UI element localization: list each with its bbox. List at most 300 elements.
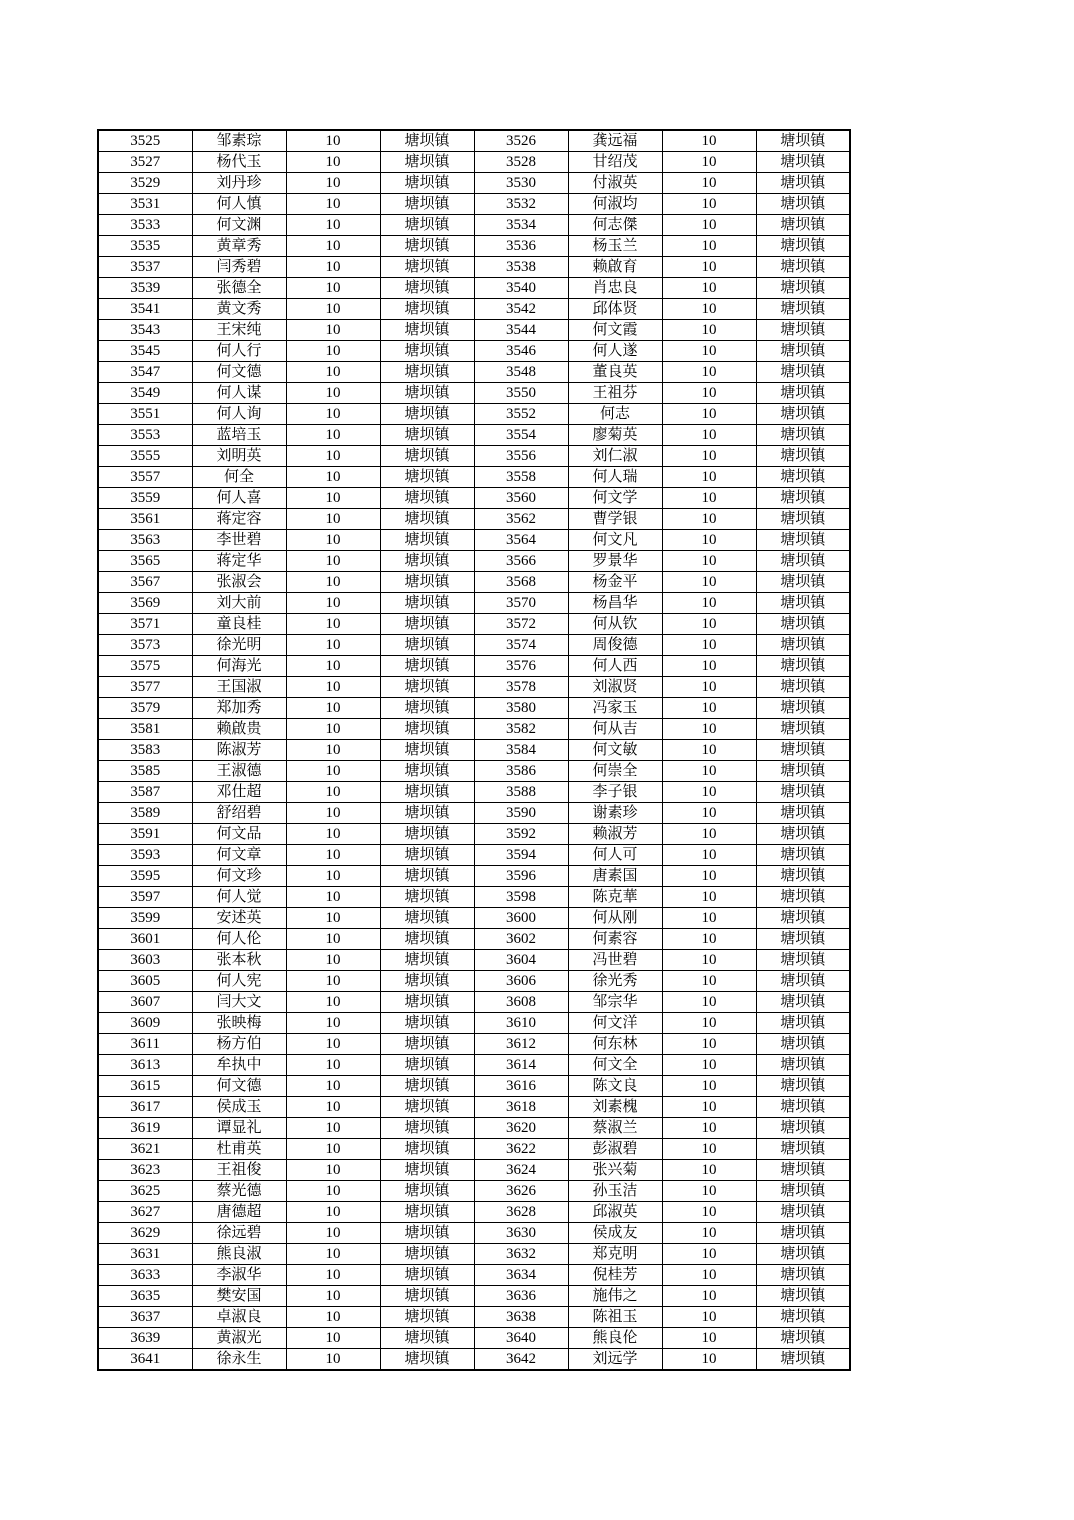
id-cell: 3534 xyxy=(474,215,568,236)
id-cell: 3553 xyxy=(98,425,192,446)
amount-cell: 10 xyxy=(662,614,756,635)
id-cell: 3531 xyxy=(98,194,192,215)
name-cell: 付淑英 xyxy=(568,173,662,194)
amount-cell: 10 xyxy=(286,593,380,614)
id-cell: 3585 xyxy=(98,761,192,782)
amount-cell: 10 xyxy=(286,950,380,971)
amount-cell: 10 xyxy=(286,677,380,698)
table-row xyxy=(98,1181,850,1202)
name-cell: 何文珍 xyxy=(192,866,286,887)
table-row xyxy=(98,1055,850,1076)
id-cell: 3589 xyxy=(98,803,192,824)
name-cell: 冯世碧 xyxy=(568,950,662,971)
town-cell: 塘坝镇 xyxy=(756,194,850,215)
id-cell: 3541 xyxy=(98,299,192,320)
town-cell: 塘坝镇 xyxy=(380,362,474,383)
id-cell: 3527 xyxy=(98,152,192,173)
town-cell: 塘坝镇 xyxy=(380,257,474,278)
name-cell: 张淑会 xyxy=(192,572,286,593)
town-cell: 塘坝镇 xyxy=(756,740,850,761)
amount-cell: 10 xyxy=(662,761,756,782)
town-cell: 塘坝镇 xyxy=(756,551,850,572)
amount-cell: 10 xyxy=(286,1244,380,1265)
town-cell: 塘坝镇 xyxy=(756,1349,850,1371)
name-cell: 廖菊英 xyxy=(568,425,662,446)
town-cell: 塘坝镇 xyxy=(756,950,850,971)
amount-cell: 10 xyxy=(286,1328,380,1349)
town-cell: 塘坝镇 xyxy=(380,236,474,257)
id-cell: 3540 xyxy=(474,278,568,299)
name-cell: 张本秋 xyxy=(192,950,286,971)
table-row xyxy=(98,950,850,971)
id-cell: 3634 xyxy=(474,1265,568,1286)
town-cell: 塘坝镇 xyxy=(380,1118,474,1139)
amount-cell: 10 xyxy=(286,824,380,845)
table-row xyxy=(98,782,850,803)
name-cell: 甘绍茂 xyxy=(568,152,662,173)
town-cell: 塘坝镇 xyxy=(756,1055,850,1076)
town-cell: 塘坝镇 xyxy=(380,1181,474,1202)
amount-cell: 10 xyxy=(286,488,380,509)
name-cell: 何人遂 xyxy=(568,341,662,362)
id-cell: 3558 xyxy=(474,467,568,488)
id-cell: 3627 xyxy=(98,1202,192,1223)
town-cell: 塘坝镇 xyxy=(380,1055,474,1076)
name-cell: 何人觉 xyxy=(192,887,286,908)
id-cell: 3582 xyxy=(474,719,568,740)
id-cell: 3574 xyxy=(474,635,568,656)
amount-cell: 10 xyxy=(286,257,380,278)
table-row xyxy=(98,677,850,698)
amount-cell: 10 xyxy=(662,1034,756,1055)
name-cell: 刘淑贤 xyxy=(568,677,662,698)
name-cell: 郑加秀 xyxy=(192,698,286,719)
table-row xyxy=(98,299,850,320)
name-cell: 邱淑英 xyxy=(568,1202,662,1223)
name-cell: 何志 xyxy=(568,404,662,425)
table-row xyxy=(98,887,850,908)
amount-cell: 10 xyxy=(662,992,756,1013)
amount-cell: 10 xyxy=(662,1265,756,1286)
id-cell: 3615 xyxy=(98,1076,192,1097)
id-cell: 3552 xyxy=(474,404,568,425)
town-cell: 塘坝镇 xyxy=(756,719,850,740)
town-cell: 塘坝镇 xyxy=(380,152,474,173)
table-row xyxy=(98,1328,850,1349)
name-cell: 刘明英 xyxy=(192,446,286,467)
town-cell: 塘坝镇 xyxy=(756,824,850,845)
table-row xyxy=(98,215,850,236)
id-cell: 3637 xyxy=(98,1307,192,1328)
table-row xyxy=(98,740,850,761)
id-cell: 3546 xyxy=(474,341,568,362)
amount-cell: 10 xyxy=(286,1055,380,1076)
id-cell: 3539 xyxy=(98,278,192,299)
name-cell: 蔡淑兰 xyxy=(568,1118,662,1139)
name-cell: 刘远学 xyxy=(568,1349,662,1371)
name-cell: 徐远碧 xyxy=(192,1223,286,1244)
table-row xyxy=(98,1265,850,1286)
amount-cell: 10 xyxy=(286,971,380,992)
town-cell: 塘坝镇 xyxy=(756,614,850,635)
id-cell: 3577 xyxy=(98,677,192,698)
name-cell: 何崇全 xyxy=(568,761,662,782)
name-cell: 罗景华 xyxy=(568,551,662,572)
name-cell: 何文敏 xyxy=(568,740,662,761)
id-cell: 3547 xyxy=(98,362,192,383)
amount-cell: 10 xyxy=(286,1076,380,1097)
name-cell: 何人行 xyxy=(192,341,286,362)
id-cell: 3561 xyxy=(98,509,192,530)
id-cell: 3635 xyxy=(98,1286,192,1307)
id-cell: 3576 xyxy=(474,656,568,677)
table-row xyxy=(98,866,850,887)
town-cell: 塘坝镇 xyxy=(380,1286,474,1307)
amount-cell: 10 xyxy=(286,1202,380,1223)
name-cell: 邹宗华 xyxy=(568,992,662,1013)
table-row xyxy=(98,509,850,530)
name-cell: 张德全 xyxy=(192,278,286,299)
amount-cell: 10 xyxy=(286,1223,380,1244)
amount-cell: 10 xyxy=(662,551,756,572)
amount-cell: 10 xyxy=(286,130,380,152)
table-row xyxy=(98,383,850,404)
id-cell: 3642 xyxy=(474,1349,568,1371)
amount-cell: 10 xyxy=(662,1349,756,1371)
town-cell: 塘坝镇 xyxy=(756,1076,850,1097)
name-cell: 黄淑光 xyxy=(192,1328,286,1349)
town-cell: 塘坝镇 xyxy=(756,1202,850,1223)
town-cell: 塘坝镇 xyxy=(380,130,474,152)
amount-cell: 10 xyxy=(286,425,380,446)
town-cell: 塘坝镇 xyxy=(756,509,850,530)
id-cell: 3550 xyxy=(474,383,568,404)
amount-cell: 10 xyxy=(662,215,756,236)
town-cell: 塘坝镇 xyxy=(756,1223,850,1244)
table-row xyxy=(98,362,850,383)
id-cell: 3549 xyxy=(98,383,192,404)
table-row xyxy=(98,1160,850,1181)
table-row xyxy=(98,236,850,257)
id-cell: 3604 xyxy=(474,950,568,971)
id-cell: 3601 xyxy=(98,929,192,950)
name-cell: 王祖芬 xyxy=(568,383,662,404)
town-cell: 塘坝镇 xyxy=(380,1265,474,1286)
name-cell: 徐光秀 xyxy=(568,971,662,992)
town-cell: 塘坝镇 xyxy=(380,971,474,992)
amount-cell: 10 xyxy=(286,530,380,551)
amount-cell: 10 xyxy=(662,845,756,866)
id-cell: 3555 xyxy=(98,446,192,467)
id-cell: 3529 xyxy=(98,173,192,194)
amount-cell: 10 xyxy=(662,824,756,845)
amount-cell: 10 xyxy=(286,446,380,467)
town-cell: 塘坝镇 xyxy=(756,278,850,299)
name-cell: 杜甫英 xyxy=(192,1139,286,1160)
amount-cell: 10 xyxy=(286,1034,380,1055)
town-cell: 塘坝镇 xyxy=(380,467,474,488)
name-cell: 王宋纯 xyxy=(192,320,286,341)
name-cell: 何从钦 xyxy=(568,614,662,635)
id-cell: 3548 xyxy=(474,362,568,383)
name-cell: 何文凡 xyxy=(568,530,662,551)
town-cell: 塘坝镇 xyxy=(756,1307,850,1328)
table-row xyxy=(98,572,850,593)
amount-cell: 10 xyxy=(662,278,756,299)
name-cell: 冯家玉 xyxy=(568,698,662,719)
amount-cell: 10 xyxy=(662,488,756,509)
amount-cell: 10 xyxy=(286,1013,380,1034)
name-cell: 赖淑芳 xyxy=(568,824,662,845)
amount-cell: 10 xyxy=(286,572,380,593)
amount-cell: 10 xyxy=(662,1307,756,1328)
name-cell: 彭淑碧 xyxy=(568,1139,662,1160)
id-cell: 3525 xyxy=(98,130,192,152)
amount-cell: 10 xyxy=(286,803,380,824)
town-cell: 塘坝镇 xyxy=(756,425,850,446)
amount-cell: 10 xyxy=(286,467,380,488)
id-cell: 3631 xyxy=(98,1244,192,1265)
table-row xyxy=(98,404,850,425)
town-cell: 塘坝镇 xyxy=(756,1034,850,1055)
id-cell: 3532 xyxy=(474,194,568,215)
name-cell: 闫大文 xyxy=(192,992,286,1013)
id-cell: 3587 xyxy=(98,782,192,803)
name-cell: 邹素琮 xyxy=(192,130,286,152)
amount-cell: 10 xyxy=(286,194,380,215)
town-cell: 塘坝镇 xyxy=(380,1307,474,1328)
id-cell: 3621 xyxy=(98,1139,192,1160)
name-cell: 熊良淑 xyxy=(192,1244,286,1265)
amount-cell: 10 xyxy=(662,1286,756,1307)
id-cell: 3578 xyxy=(474,677,568,698)
name-cell: 何文全 xyxy=(568,1055,662,1076)
town-cell: 塘坝镇 xyxy=(756,1097,850,1118)
amount-cell: 10 xyxy=(286,719,380,740)
amount-cell: 10 xyxy=(662,866,756,887)
town-cell: 塘坝镇 xyxy=(380,719,474,740)
town-cell: 塘坝镇 xyxy=(756,530,850,551)
name-cell: 徐永生 xyxy=(192,1349,286,1371)
name-cell: 何人喜 xyxy=(192,488,286,509)
table-row xyxy=(98,1349,850,1371)
town-cell: 塘坝镇 xyxy=(756,341,850,362)
table-row xyxy=(98,173,850,194)
table-row xyxy=(98,551,850,572)
town-cell: 塘坝镇 xyxy=(756,362,850,383)
town-cell: 塘坝镇 xyxy=(380,1223,474,1244)
table-row xyxy=(98,719,850,740)
id-cell: 3617 xyxy=(98,1097,192,1118)
amount-cell: 10 xyxy=(662,1076,756,1097)
town-cell: 塘坝镇 xyxy=(756,1139,850,1160)
name-cell: 何全 xyxy=(192,467,286,488)
name-cell: 何海光 xyxy=(192,656,286,677)
amount-cell: 10 xyxy=(662,383,756,404)
town-cell: 塘坝镇 xyxy=(380,446,474,467)
name-cell: 周俊德 xyxy=(568,635,662,656)
town-cell: 塘坝镇 xyxy=(756,383,850,404)
id-cell: 3622 xyxy=(474,1139,568,1160)
town-cell: 塘坝镇 xyxy=(380,425,474,446)
id-cell: 3530 xyxy=(474,173,568,194)
name-cell: 杨金平 xyxy=(568,572,662,593)
amount-cell: 10 xyxy=(286,1160,380,1181)
id-cell: 3538 xyxy=(474,257,568,278)
name-cell: 卓淑良 xyxy=(192,1307,286,1328)
name-cell: 赖啟育 xyxy=(568,257,662,278)
id-cell: 3562 xyxy=(474,509,568,530)
town-cell: 塘坝镇 xyxy=(380,488,474,509)
town-cell: 塘坝镇 xyxy=(380,1076,474,1097)
id-cell: 3592 xyxy=(474,824,568,845)
id-cell: 3563 xyxy=(98,530,192,551)
name-cell: 何文德 xyxy=(192,362,286,383)
table-row xyxy=(98,425,850,446)
id-cell: 3623 xyxy=(98,1160,192,1181)
name-cell: 童良桂 xyxy=(192,614,286,635)
amount-cell: 10 xyxy=(662,530,756,551)
amount-cell: 10 xyxy=(662,467,756,488)
town-cell: 塘坝镇 xyxy=(380,551,474,572)
town-cell: 塘坝镇 xyxy=(756,1160,850,1181)
table-row xyxy=(98,971,850,992)
town-cell: 塘坝镇 xyxy=(380,593,474,614)
id-cell: 3556 xyxy=(474,446,568,467)
id-cell: 3535 xyxy=(98,236,192,257)
name-cell: 曹学银 xyxy=(568,509,662,530)
name-cell: 龚远福 xyxy=(568,130,662,152)
name-cell: 王祖俊 xyxy=(192,1160,286,1181)
name-cell: 何文学 xyxy=(568,488,662,509)
name-cell: 蓝培玉 xyxy=(192,425,286,446)
table-row xyxy=(98,320,850,341)
name-cell: 何文品 xyxy=(192,824,286,845)
amount-cell: 10 xyxy=(286,173,380,194)
id-cell: 3544 xyxy=(474,320,568,341)
name-cell: 何文霞 xyxy=(568,320,662,341)
roster-table xyxy=(97,129,851,1371)
id-cell: 3607 xyxy=(98,992,192,1013)
amount-cell: 10 xyxy=(662,1013,756,1034)
town-cell: 塘坝镇 xyxy=(756,1013,850,1034)
name-cell: 杨代玉 xyxy=(192,152,286,173)
table-row xyxy=(98,698,850,719)
amount-cell: 10 xyxy=(662,1055,756,1076)
town-cell: 塘坝镇 xyxy=(756,593,850,614)
id-cell: 3610 xyxy=(474,1013,568,1034)
table-row xyxy=(98,908,850,929)
id-cell: 3573 xyxy=(98,635,192,656)
id-cell: 3564 xyxy=(474,530,568,551)
amount-cell: 10 xyxy=(286,341,380,362)
id-cell: 3543 xyxy=(98,320,192,341)
town-cell: 塘坝镇 xyxy=(380,320,474,341)
id-cell: 3581 xyxy=(98,719,192,740)
id-cell: 3625 xyxy=(98,1181,192,1202)
amount-cell: 10 xyxy=(662,257,756,278)
amount-cell: 10 xyxy=(662,404,756,425)
town-cell: 塘坝镇 xyxy=(380,1244,474,1265)
id-cell: 3620 xyxy=(474,1118,568,1139)
name-cell: 肖忠良 xyxy=(568,278,662,299)
table-row xyxy=(98,824,850,845)
name-cell: 何淑均 xyxy=(568,194,662,215)
amount-cell: 10 xyxy=(286,383,380,404)
amount-cell: 10 xyxy=(286,845,380,866)
id-cell: 3568 xyxy=(474,572,568,593)
town-cell: 塘坝镇 xyxy=(380,782,474,803)
name-cell: 郑克明 xyxy=(568,1244,662,1265)
town-cell: 塘坝镇 xyxy=(756,656,850,677)
amount-cell: 10 xyxy=(286,404,380,425)
table-row xyxy=(98,341,850,362)
name-cell: 舒绍碧 xyxy=(192,803,286,824)
town-cell: 塘坝镇 xyxy=(756,866,850,887)
amount-cell: 10 xyxy=(662,698,756,719)
amount-cell: 10 xyxy=(286,551,380,572)
name-cell: 张兴菊 xyxy=(568,1160,662,1181)
town-cell: 塘坝镇 xyxy=(380,1034,474,1055)
table-row xyxy=(98,530,850,551)
amount-cell: 10 xyxy=(286,992,380,1013)
amount-cell: 10 xyxy=(286,1286,380,1307)
id-cell: 3616 xyxy=(474,1076,568,1097)
town-cell: 塘坝镇 xyxy=(756,152,850,173)
name-cell: 陈文良 xyxy=(568,1076,662,1097)
id-cell: 3584 xyxy=(474,740,568,761)
name-cell: 何人慎 xyxy=(192,194,286,215)
table-row xyxy=(98,1097,850,1118)
amount-cell: 10 xyxy=(286,1139,380,1160)
id-cell: 3614 xyxy=(474,1055,568,1076)
town-cell: 塘坝镇 xyxy=(756,782,850,803)
name-cell: 倪桂芳 xyxy=(568,1265,662,1286)
name-cell: 安述英 xyxy=(192,908,286,929)
amount-cell: 10 xyxy=(286,782,380,803)
name-cell: 邱体贤 xyxy=(568,299,662,320)
amount-cell: 10 xyxy=(662,362,756,383)
amount-cell: 10 xyxy=(286,698,380,719)
id-cell: 3594 xyxy=(474,845,568,866)
name-cell: 刘丹珍 xyxy=(192,173,286,194)
name-cell: 何人西 xyxy=(568,656,662,677)
id-cell: 3629 xyxy=(98,1223,192,1244)
town-cell: 塘坝镇 xyxy=(380,215,474,236)
id-cell: 3596 xyxy=(474,866,568,887)
town-cell: 塘坝镇 xyxy=(756,761,850,782)
table-row xyxy=(98,635,850,656)
amount-cell: 10 xyxy=(662,593,756,614)
name-cell: 唐素国 xyxy=(568,866,662,887)
name-cell: 赖啟贵 xyxy=(192,719,286,740)
name-cell: 何从吉 xyxy=(568,719,662,740)
table-row xyxy=(98,194,850,215)
town-cell: 塘坝镇 xyxy=(756,1265,850,1286)
town-cell: 塘坝镇 xyxy=(756,467,850,488)
town-cell: 塘坝镇 xyxy=(756,446,850,467)
town-cell: 塘坝镇 xyxy=(380,635,474,656)
table-row xyxy=(98,257,850,278)
table-row xyxy=(98,1223,850,1244)
town-cell: 塘坝镇 xyxy=(756,971,850,992)
name-cell: 何志傑 xyxy=(568,215,662,236)
id-cell: 3569 xyxy=(98,593,192,614)
name-cell: 何文章 xyxy=(192,845,286,866)
amount-cell: 10 xyxy=(286,1349,380,1371)
amount-cell: 10 xyxy=(662,950,756,971)
town-cell: 塘坝镇 xyxy=(756,130,850,152)
